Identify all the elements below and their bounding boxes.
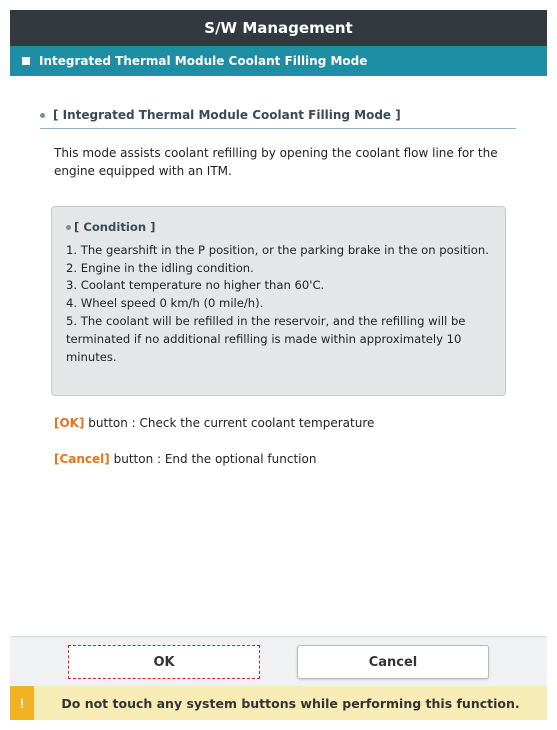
square-bullet-icon bbox=[22, 57, 30, 65]
bullet-icon bbox=[40, 113, 45, 118]
button-bar bbox=[10, 636, 547, 686]
condition-item: 4. Wheel speed 0 km/h (0 mile/h). bbox=[66, 296, 264, 311]
cancel-info-text: button : End the optional function bbox=[109, 452, 317, 466]
warning-icon: ! bbox=[10, 686, 34, 720]
condition-item: 3. Coolant temperature no higher than 60'C. bbox=[66, 278, 325, 293]
bullet-icon bbox=[66, 225, 71, 230]
condition-item: 2. Engine in the idling condition. bbox=[66, 260, 254, 275]
section-heading-text: [ Integrated Thermal Module Coolant Filling Mode ] bbox=[53, 108, 401, 122]
condition-item: 5. The coolant will be refilled in the reservoir, and the refilling will be terminated if no additional refilling is made within approximately 10 minutes. bbox=[66, 313, 466, 364]
condition-item: 1. The gearshift in the P position, or the parking brake in the on position. bbox=[66, 242, 489, 257]
warning-bar bbox=[10, 686, 547, 720]
content-area bbox=[10, 76, 547, 636]
cancel-button[interactable]: Cancel bbox=[297, 645, 489, 679]
condition-title-text: [ Condition ] bbox=[74, 220, 156, 234]
ok-button-info bbox=[54, 416, 374, 430]
condition-box bbox=[51, 206, 506, 396]
cancel-button-info bbox=[54, 452, 316, 466]
ok-tag: [OK] bbox=[54, 416, 85, 430]
ok-button[interactable]: OK bbox=[68, 645, 260, 679]
warning-text: Do not touch any system buttons while performing this function. bbox=[61, 695, 520, 711]
section-heading bbox=[40, 108, 516, 129]
window-title-bar bbox=[10, 10, 547, 46]
window-title: S/W Management bbox=[204, 19, 353, 37]
mode-description: This mode assists coolant refilling by opening the coolant flow line for the engine equipped with an ITM. bbox=[54, 146, 498, 178]
cancel-tag: [Cancel] bbox=[54, 452, 110, 466]
function-header bbox=[10, 46, 547, 76]
ok-info-text: button : Check the current coolant temperature bbox=[84, 416, 375, 430]
condition-title bbox=[66, 219, 493, 237]
function-title: Integrated Thermal Module Coolant Filling Mode bbox=[39, 54, 368, 68]
